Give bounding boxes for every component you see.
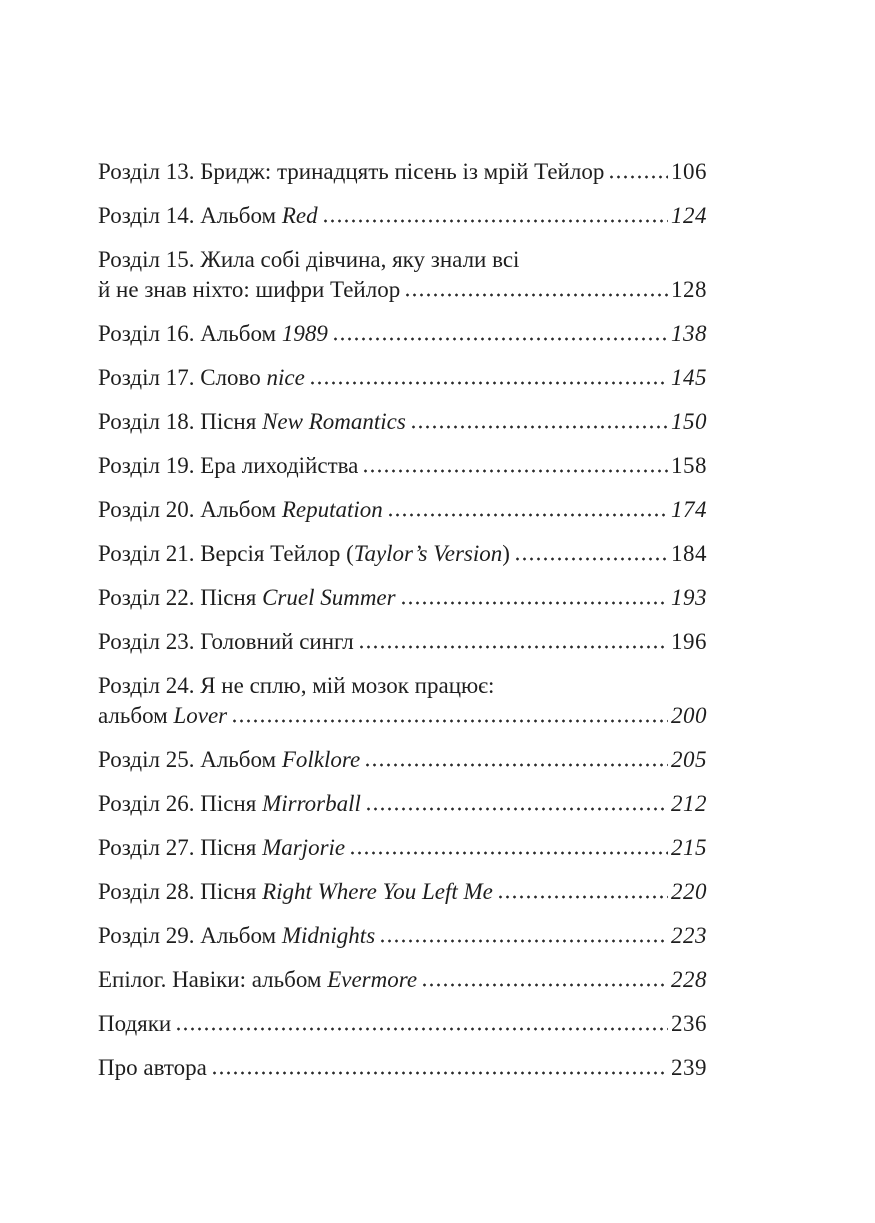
toc-entry-line <box>98 495 707 525</box>
toc-entry-line <box>98 745 707 775</box>
toc-title-segment: Розділ 24. Я не сплю, мій мозок працює: <box>98 673 495 698</box>
toc-page-number: 200 <box>671 703 707 728</box>
toc-entry-line <box>98 157 707 187</box>
dot-leader <box>410 425 668 429</box>
toc-title-italic-segment: New Romantics <box>262 409 406 434</box>
toc-entry-title <box>98 673 494 698</box>
toc-title-italic-segment: Red <box>281 203 318 228</box>
dot-leader <box>387 513 668 517</box>
toc-entry-title <box>98 701 227 731</box>
toc-entry-line <box>98 451 707 481</box>
toc-entry <box>98 407 707 437</box>
dot-leader <box>175 1027 668 1031</box>
toc-title-segment: Розділ 26. Пісня <box>98 791 263 816</box>
toc-entry-title <box>98 201 318 231</box>
toc-entry-title <box>98 451 358 481</box>
toc-entry-line <box>98 1053 707 1083</box>
toc-title-segment: Розділ 29. Альбом <box>98 923 282 948</box>
toc-entry-line <box>98 921 707 951</box>
toc-entry-line <box>98 319 707 349</box>
toc-page-number: 220 <box>671 879 707 904</box>
toc-title-segment: Розділ 28. Пісня <box>98 879 263 904</box>
toc-title-segment: альбом <box>98 703 174 728</box>
dot-leader <box>362 469 668 473</box>
toc-entry <box>98 319 707 349</box>
toc-page-number: 236 <box>671 1011 707 1036</box>
dot-leader <box>365 807 668 811</box>
toc-entry <box>98 157 707 187</box>
toc-title-italic-segment: Marjorie <box>262 835 346 860</box>
toc-title-italic-segment: nice <box>266 365 305 390</box>
toc-page-number: 228 <box>671 967 707 992</box>
toc-title-segment: ) <box>502 541 510 566</box>
toc-title-italic-segment: Right Where You Left Me <box>262 879 493 904</box>
toc-title-italic-segment: 1989 <box>281 321 328 346</box>
toc-page-number: 184 <box>671 541 707 566</box>
toc-title-italic-segment: Taylor’s Version <box>353 541 503 566</box>
toc-entry <box>98 539 707 569</box>
toc-title-segment: Розділ 14. Альбом <box>98 203 282 228</box>
toc-title-segment: Про автора <box>98 1055 207 1080</box>
dot-leader <box>332 337 668 341</box>
toc-page-number: 106 <box>671 159 707 184</box>
dot-leader <box>608 175 668 179</box>
toc-page-number: 205 <box>671 747 707 772</box>
dot-leader <box>364 763 668 767</box>
toc-entry <box>98 363 707 393</box>
toc-page-number: 150 <box>671 409 707 434</box>
dot-leader <box>497 895 668 899</box>
dot-leader <box>404 293 668 297</box>
toc-entry <box>98 627 707 657</box>
toc-entry-line <box>98 539 707 569</box>
toc-entry <box>98 1053 707 1083</box>
dot-leader <box>358 645 668 649</box>
dot-leader <box>231 719 668 723</box>
toc-title-italic-segment: Midnights <box>281 923 376 948</box>
toc-page-number: 158 <box>671 453 707 478</box>
toc-page-number: 124 <box>671 203 707 228</box>
toc-title-italic-segment: Mirrorball <box>262 791 361 816</box>
toc-entry-line <box>98 363 707 393</box>
toc-title-segment: Розділ 18. Пісня <box>98 409 263 434</box>
toc-title-italic-segment: Evermore <box>327 967 418 992</box>
toc-page-number: 196 <box>671 629 707 654</box>
toc-title-segment: Розділ 22. Пісня <box>98 585 263 610</box>
toc-entry-line <box>98 965 707 995</box>
toc-entry-title <box>98 157 604 187</box>
toc-entry-line <box>98 671 707 701</box>
toc-entry-line <box>98 701 707 731</box>
toc-entry-title <box>98 539 510 569</box>
toc-entry-title <box>98 363 305 393</box>
dot-leader <box>349 851 668 855</box>
toc-page-number: 128 <box>671 277 707 302</box>
toc-entry-title <box>98 965 417 995</box>
toc-entry <box>98 1009 707 1039</box>
toc-entry <box>98 921 707 951</box>
toc-entry-title <box>98 275 400 305</box>
toc-entry-line <box>98 789 707 819</box>
toc-title-segment: Розділ 19. Ера лиходійства <box>98 453 359 478</box>
dot-leader <box>514 557 668 561</box>
toc-entry-title <box>98 1009 171 1039</box>
toc-entry-title <box>98 407 406 437</box>
toc-title-segment: Розділ 17. Слово <box>98 365 267 390</box>
toc-entry-line <box>98 1009 707 1039</box>
toc-entry <box>98 245 707 305</box>
toc-title-segment: Розділ 16. Альбом <box>98 321 282 346</box>
toc-entry <box>98 495 707 525</box>
toc-page-number: 212 <box>671 791 707 816</box>
toc-entry-line <box>98 407 707 437</box>
toc-entry-line <box>98 201 707 231</box>
toc-entry-title <box>98 877 493 907</box>
toc-entry <box>98 201 707 231</box>
toc-entry-title <box>98 789 361 819</box>
dot-leader <box>322 219 668 223</box>
toc-title-italic-segment: Folklore <box>281 747 361 772</box>
toc-title-segment: Розділ 21. Версія Тейлор ( <box>98 541 354 566</box>
toc-page-number: 145 <box>671 365 707 390</box>
toc-title-italic-segment: Reputation <box>281 497 383 522</box>
toc-entry-line <box>98 627 707 657</box>
dot-leader <box>400 601 668 605</box>
toc-entry <box>98 965 707 995</box>
toc-entry-title <box>98 247 519 272</box>
toc-title-segment: Розділ 13. Бридж: тринадцять пісень із мрій Тейлор <box>98 159 605 184</box>
toc-entry <box>98 583 707 613</box>
dot-leader <box>309 381 668 385</box>
toc-page-number: 239 <box>671 1055 707 1080</box>
toc-entry-line <box>98 245 707 275</box>
toc-entry-title <box>98 319 328 349</box>
toc-entry <box>98 745 707 775</box>
toc-title-segment: Розділ 27. Пісня <box>98 835 263 860</box>
toc-entry-title <box>98 1053 207 1083</box>
toc-title-segment: Розділ 23. Головний сингл <box>98 629 354 654</box>
toc-title-segment: Розділ 20. Альбом <box>98 497 282 522</box>
toc-entry <box>98 789 707 819</box>
toc-title-italic-segment: Lover <box>173 703 228 728</box>
toc-page-number: 138 <box>671 321 707 346</box>
toc-entry-line <box>98 833 707 863</box>
toc-title-italic-segment: Cruel Summer <box>262 585 396 610</box>
toc-entry <box>98 877 707 907</box>
toc-entry-title <box>98 921 375 951</box>
toc-title-segment: Розділ 15. Жила собі дівчина, яку знали всі <box>98 247 520 272</box>
dot-leader <box>211 1071 668 1075</box>
toc-entry-line <box>98 583 707 613</box>
toc-page-number: 215 <box>671 835 707 860</box>
toc-entry-title <box>98 745 360 775</box>
toc-title-segment: Розділ 25. Альбом <box>98 747 282 772</box>
toc-title-segment: Подяки <box>98 1011 172 1036</box>
toc-entry-title <box>98 495 383 525</box>
toc-entry-title <box>98 833 345 863</box>
toc-entry <box>98 671 707 731</box>
toc-entry <box>98 833 707 863</box>
toc-title-segment: й не знав ніхто: шифри Тейлор <box>98 277 401 302</box>
toc-title-segment: Епілог. Навіки: альбом <box>98 967 328 992</box>
dot-leader <box>421 983 668 987</box>
toc-entry-title <box>98 583 396 613</box>
toc-entry-line <box>98 877 707 907</box>
toc-page-number: 223 <box>671 923 707 948</box>
toc-entry-title <box>98 627 354 657</box>
toc-entry <box>98 451 707 481</box>
toc-page-number: 174 <box>671 497 707 522</box>
toc-entry-line <box>98 275 707 305</box>
toc-page-number: 193 <box>671 585 707 610</box>
dot-leader <box>379 939 668 943</box>
